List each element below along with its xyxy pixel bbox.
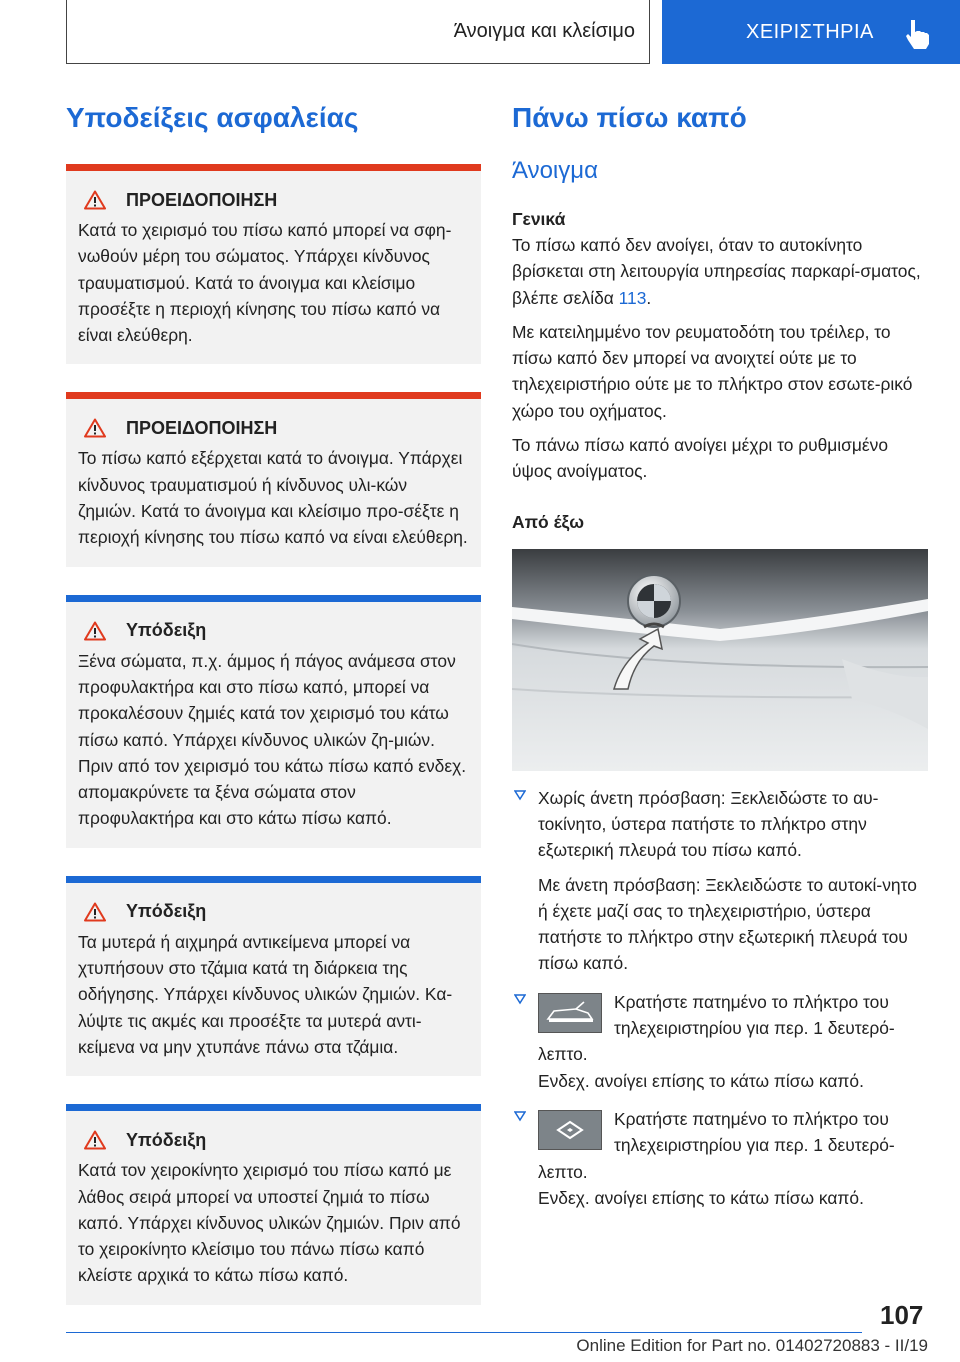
opening-subtitle: Άνοιγμα <box>512 157 598 184</box>
note-text: Κατά τον χειροκίνητο χειρισμό του πίσω καπό με λάθος σειρά μπορεί να υποστεί ζημιά το πίσω καπό. Υπάρχει κίνδυνος υλικών ζημιών. Πριν από το χειροκίνητο κλείσιμο του πάνω πίσω καπό κλείστε αρχικά το κάτω πίσω καπό. <box>78 1160 461 1286</box>
warning-title: ΠΡΟΕΙΔΟΠΟΙΗΣΗ <box>126 189 278 210</box>
note-box <box>66 876 481 1076</box>
general-paragraph: Το πάνω πίσω καπό ανοίγει μέχρι το ρυθμισμένο ύψος ανοίγματος. <box>512 435 889 482</box>
note-title: Υπόδειξη <box>126 1129 207 1150</box>
general-heading: Γενικά <box>512 209 566 229</box>
edition-footer: Online Edition for Part no. 01402720883 - II/19 <box>576 1336 928 1355</box>
car-tailgate-key-icon <box>538 993 602 1033</box>
step-text: Κρατήστε πατημένο το πλήκτρο του τηλεχειριστηρίου για περ. 1 δευτερό-λεπτο. <box>538 1108 895 1182</box>
note-box <box>66 595 481 848</box>
outside-heading: Από έξω <box>512 511 585 532</box>
general-paragraph: Το πίσω καπό δεν ανοίγει, όταν το αυτοκίνητο βρίσκεται στη λειτουργία υπηρεσίας παρκαρί-σματος, βλέπε σελίδα 113. <box>512 235 921 308</box>
step-text: Χωρίς άνετη πρόσβαση: Ξεκλειδώστε το αυ-τοκίνητο, ύστερα πατήστε το πλήκτρο στην εξωτερική πλευρά του πίσω καπό. <box>538 787 879 861</box>
warning-title: ΠΡΟΕΙΔΟΠΟΙΗΣΗ <box>126 417 278 438</box>
warning-triangle-icon <box>84 418 106 438</box>
warning-bar <box>66 392 481 399</box>
warning-triangle-icon <box>84 902 106 922</box>
page-number: 107 <box>880 1300 924 1330</box>
note-bar <box>66 876 481 883</box>
step-item <box>512 1106 928 1211</box>
warning-text: Το πίσω καπό εξέρχεται κατά το άνοιγμα. Υπάρχει κίνδυνος τραυματισμού ή κίνδυνος υλι-κών ζημιών. Κατά το άνοιγμα και κλείσιμο προ-σέξτε η περιοχή κίνησης του πίσω καπό να είναι ελεύθερη. <box>78 448 468 548</box>
warning-text: Κατά το χειρισμό του πίσω καπό μπορεί να σφη-νωθούν μέρη του σώματος. Υπάρχει κίνδυνος τραυματισμού. Κατά το άνοιγμα και κλείσιμο προσέξτε η περιοχή κίνησης του πίσω καπό να είναι ελεύθερη. <box>78 220 452 346</box>
step-text: Με άνετη πρόσβαση: Ξεκλειδώστε το αυτοκί-νητο ή έχετε μαζί σας το τηλεχειριστήριο, ύστερα πατήστε το πλήκτρο στην εξωτερική πλευρά του πίσω καπό. <box>538 874 917 974</box>
step-item <box>512 989 928 1094</box>
note-text: Ξένα σώματα, π.χ. άμμος ή πάγος ανάμεσα στον προφυλακτήρα και στο πίσω καπό, μπορεί να προκαλέσουν ζημιές κατά τον χειρισμό του κάτω πίσω καπό. Υπάρχει κίνδυνος υλικών ζη-μιών. Πριν από τον χειρισμό του κάτω πίσω καπό ενδεχ. απομακρύνετε τα ξένα σώματα στον προφυλακτήρα και στο κάτω πίσω καπό. <box>78 650 467 829</box>
tailgate-column <box>512 98 928 1211</box>
warning-box <box>66 392 481 566</box>
page-reference-link[interactable]: 113 <box>618 287 647 308</box>
step-text: Ενδεχ. ανοίγει επίσης το κάτω πίσω καπό. <box>538 1070 864 1091</box>
step-marker-icon <box>514 993 526 1005</box>
warning-triangle-icon <box>84 190 106 210</box>
section-tab <box>662 0 960 64</box>
footer-divider <box>66 1332 862 1333</box>
diamond-key-icon <box>538 1110 602 1150</box>
chapter-title: Άνοιγμα και κλείσιμο <box>453 20 635 42</box>
chapter-title-tab <box>66 0 650 64</box>
step-item <box>512 785 928 977</box>
tailgate-button-photo <box>512 549 928 771</box>
warning-box <box>66 164 481 364</box>
step-marker-icon <box>514 1110 526 1122</box>
note-text: Τα μυτερά ή αιχμηρά αντικείμενα μπορεί να χτυπήσουν στο τζάμια κατά τη διάρκεια της οδήγησης. Υπάρχει κίνδυνος υλικών ζημιών. Κα-λύψτε τις ακμές και προσέξτε τα μυτερά αντι-κείμενα να μην χτυπάνε πάνω στα τζάμια. <box>78 931 453 1057</box>
tailgate-title: Πάνω πίσω καπό <box>512 102 747 133</box>
pointing-hand-icon <box>902 18 932 50</box>
step-text: Ενδεχ. ανοίγει επίσης το κάτω πίσω καπό. <box>538 1187 864 1208</box>
note-box <box>66 1104 481 1304</box>
note-bar <box>66 595 481 602</box>
safety-notes-column <box>66 98 481 1305</box>
note-bar <box>66 1104 481 1111</box>
note-title: Υπόδειξη <box>126 901 207 922</box>
note-title: Υπόδειξη <box>126 620 207 641</box>
step-text: Κρατήστε πατημένο το πλήκτρο του τηλεχειριστηρίου για περ. 1 δευτερό-λεπτο. <box>538 991 895 1065</box>
section-title: ΧΕΙΡΙΣΤΗΡΙΑ <box>746 20 874 43</box>
opening-steps <box>512 785 928 1211</box>
warning-bar <box>66 164 481 171</box>
safety-notes-title: Υποδείξεις ασφαλείας <box>66 102 359 133</box>
warning-triangle-icon <box>84 1130 106 1150</box>
step-marker-icon <box>514 789 526 801</box>
general-paragraph: Με κατειλημμένο τον ρευματοδότη του τρέιλερ, το πίσω καπό δεν μπορεί να ανοιχτεί ούτε με το τηλεχειριστήριο ούτε με το πλήκτρο στον εσωτε-ρικό χώρο του οχήματος. <box>512 321 913 421</box>
warning-triangle-icon <box>84 621 106 641</box>
